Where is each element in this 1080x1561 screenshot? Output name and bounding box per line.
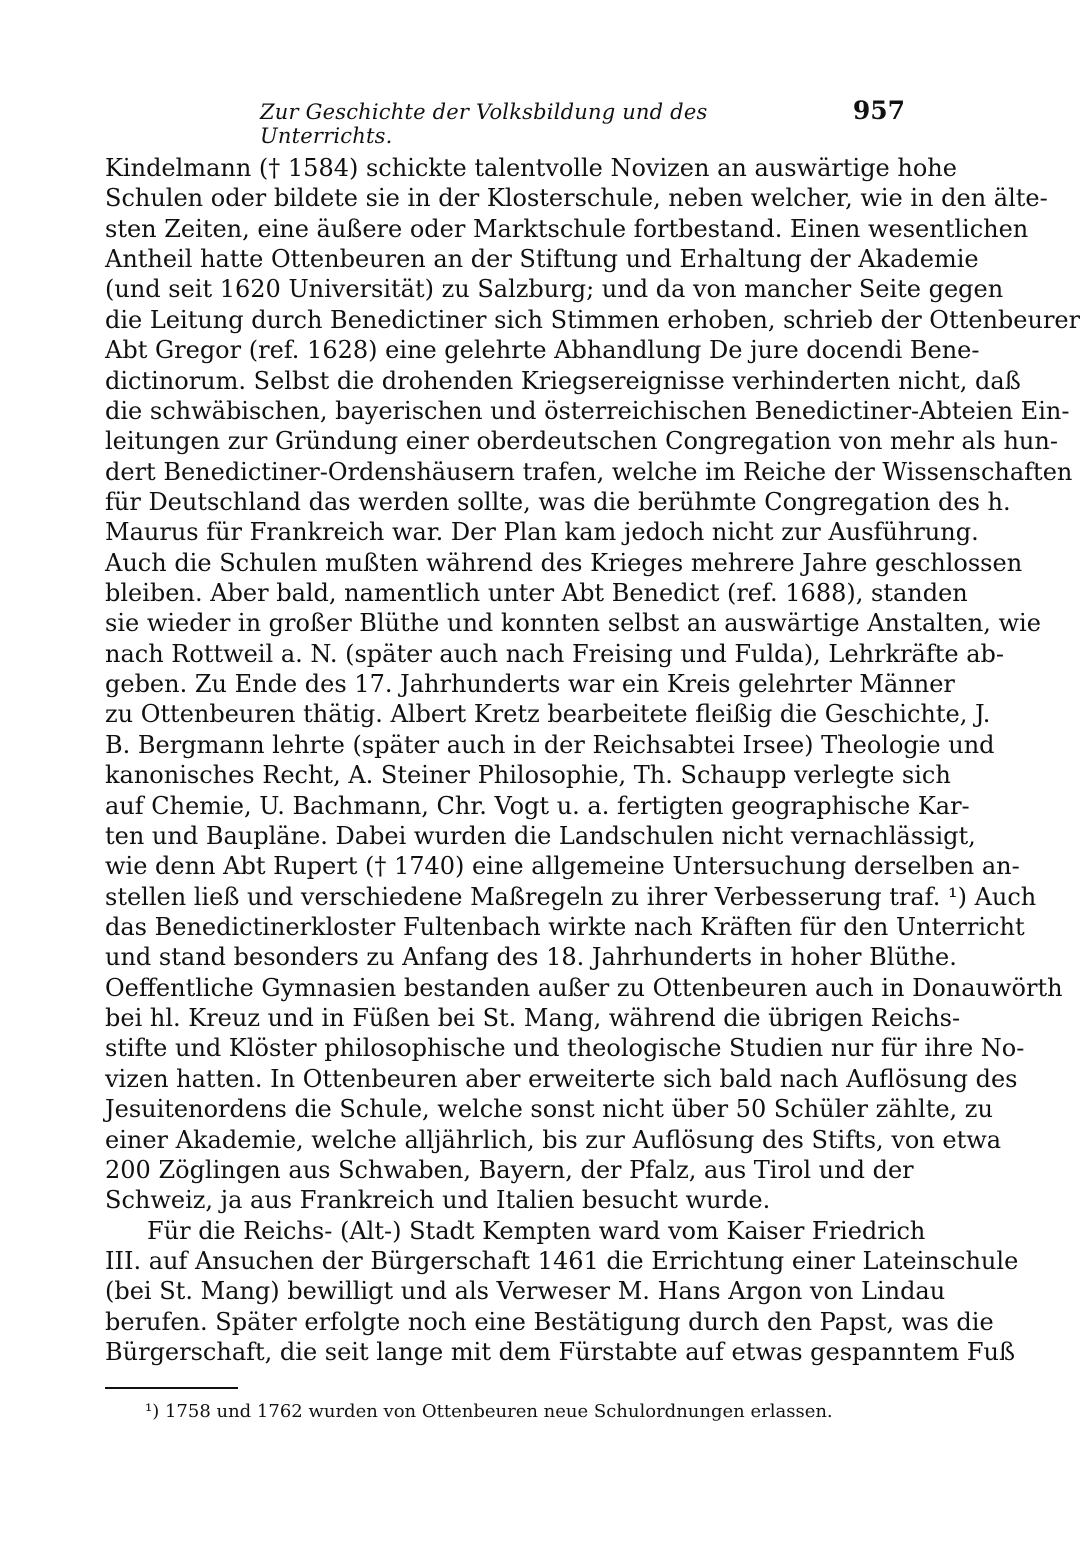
text-line: B. Bergmann lehrte (später auch in der Reichsabtei Irsee) Theologie und xyxy=(105,730,995,759)
text-line: leitungen zur Gründung einer oberdeutschen Congregation von mehr als hun- xyxy=(105,427,1058,456)
text-line: Bürgerschaft, die seit lange mit dem Fürstabte auf etwas gespanntem Fuß xyxy=(105,1338,1016,1367)
text-line: 200 Zöglingen aus Schwaben, Bayern, der Pfalz, aus Tirol und der xyxy=(105,1155,914,1184)
text-line: nach Rottweil a. N. (später auch nach Freising und Fulda), Lehrkräfte ab- xyxy=(105,639,1004,668)
text-line: III. auf Ansuchen der Bürgerschaft 1461 die Errichtung einer Lateinschule xyxy=(105,1246,1019,1275)
text-line: Antheil hatte Ottenbeuren an der Stiftung und Erhaltung der Akademie xyxy=(105,245,979,274)
text-line: Auch die Schulen mußten während des Krieges mehrere Jahre geschlossen xyxy=(105,548,1023,577)
text-line: auf Chemie, U. Bachmann, Chr. Vogt u. a. fertigten geographische Kar- xyxy=(105,791,970,820)
text-line: Oeffentliche Gymnasien bestanden außer zu Ottenbeuren auch in Donauwörth xyxy=(105,973,1063,1002)
text-line: berufen. Später erfolgte noch eine Bestätigung durch den Papst, was die xyxy=(105,1307,994,1336)
text-line: bei hl. Kreuz und in Füßen bei St. Mang, während die übrigen Reichs- xyxy=(105,1004,961,1033)
text-line: stellen ließ und verschiedene Maßregeln zu ihrer Verbesserung traf. ¹) Auch xyxy=(105,882,1037,911)
text-line: wie denn Abt Rupert († 1740) eine allgemeine Untersuchung derselben an- xyxy=(105,852,1020,881)
page-number: 957 xyxy=(852,96,905,125)
text-line: Jesuitenordens die Schule, welche sonst nicht über 50 Schüler zählte, zu xyxy=(105,1095,993,1124)
text-line: Maurus für Frankreich war. Der Plan kam jedoch nicht zur Ausführung. xyxy=(105,518,979,547)
paragraph-start-line: Für die Reichs- (Alt-) Stadt Kempten ward vom Kaiser Friedrich xyxy=(147,1216,926,1245)
text-line: (und seit 1620 Universität) zu Salzburg; und da von mancher Seite gegen xyxy=(105,275,1004,304)
text-line: kanonisches Recht, A. Steiner Philosophie, Th. Schaupp verlegte sich xyxy=(105,761,951,790)
text-line: geben. Zu Ende des 17. Jahrhunderts war ein Kreis gelehrter Männer xyxy=(105,670,955,699)
text-line: sten Zeiten, eine äußere oder Marktschule fortbestand. Einen wesentlichen xyxy=(105,214,1029,243)
running-title: Zur Geschichte der Volksbildung und des Unterrichts. xyxy=(260,100,708,148)
text-line: einer Akademie, welche alljährlich, bis zur Auflösung des Stifts, von etwa xyxy=(105,1125,1002,1154)
text-line: das Benedictinerkloster Fultenbach wirkte nach Kräften für den Unterricht xyxy=(105,912,1025,941)
text-line: vizen hatten. In Ottenbeuren aber erweiterte sich bald nach Auflösung des xyxy=(105,1064,1018,1093)
paragraph-end-line: Schweiz, ja aus Frankreich und Italien besucht wurde. xyxy=(105,1186,771,1215)
text-line: Abt Gregor (ref. 1628) eine gelehrte Abhandlung De jure docendi Bene- xyxy=(105,336,980,365)
body-text xyxy=(105,153,1080,1367)
text-line: und stand besonders zu Anfang des 18. Jahrhunderts in hoher Blüthe. xyxy=(105,943,957,972)
text-line: zu Ottenbeuren thätig. Albert Kretz bearbeitete fleißig die Geschichte, J. xyxy=(105,700,991,729)
text-line: für Deutschland das werden sollte, was die berühmte Congregation des h. xyxy=(105,487,1011,516)
text-line: stifte und Klöster philosophische und theologische Studien nur für ihre No- xyxy=(105,1034,1025,1063)
text-line: ten und Baupläne. Dabei wurden die Landschulen nicht vernachlässigt, xyxy=(105,821,976,850)
text-line: bleiben. Aber bald, namentlich unter Abt Benedict (ref. 1688), standen xyxy=(105,579,968,608)
text-line: Schulen oder bildete sie in der Klosterschule, neben welcher, wie in den älte- xyxy=(105,184,1048,213)
text-line: dert Benedictiner-Ordenshäusern trafen, welche im Reiche der Wissenschaften xyxy=(105,457,1073,486)
footnote-divider xyxy=(105,1387,238,1389)
text-line: Kindelmann († 1584) schickte talentvolle Novizen an auswärtige hohe xyxy=(105,154,957,182)
text-line: dictinorum. Selbst die drohenden Kriegsereignisse verhinderten nicht, daß xyxy=(105,366,1021,395)
footnote: ¹) 1758 und 1762 wurden von Ottenbeuren neue Schulordnungen erlassen. xyxy=(145,1401,833,1422)
text-line: die Leitung durch Benedictiner sich Stimmen erhoben, schrieb der Ottenbeurer xyxy=(105,305,1080,334)
text-line: (bei St. Mang) bewilligt und als Verweser M. Hans Argon von Lindau xyxy=(105,1277,946,1306)
text-line: die schwäbischen, bayerischen und österreichischen Benedictiner-Abteien Ein- xyxy=(105,396,1070,425)
text-line: sie wieder in großer Blüthe und konnten selbst an auswärtige Anstalten, wie xyxy=(105,609,1041,638)
